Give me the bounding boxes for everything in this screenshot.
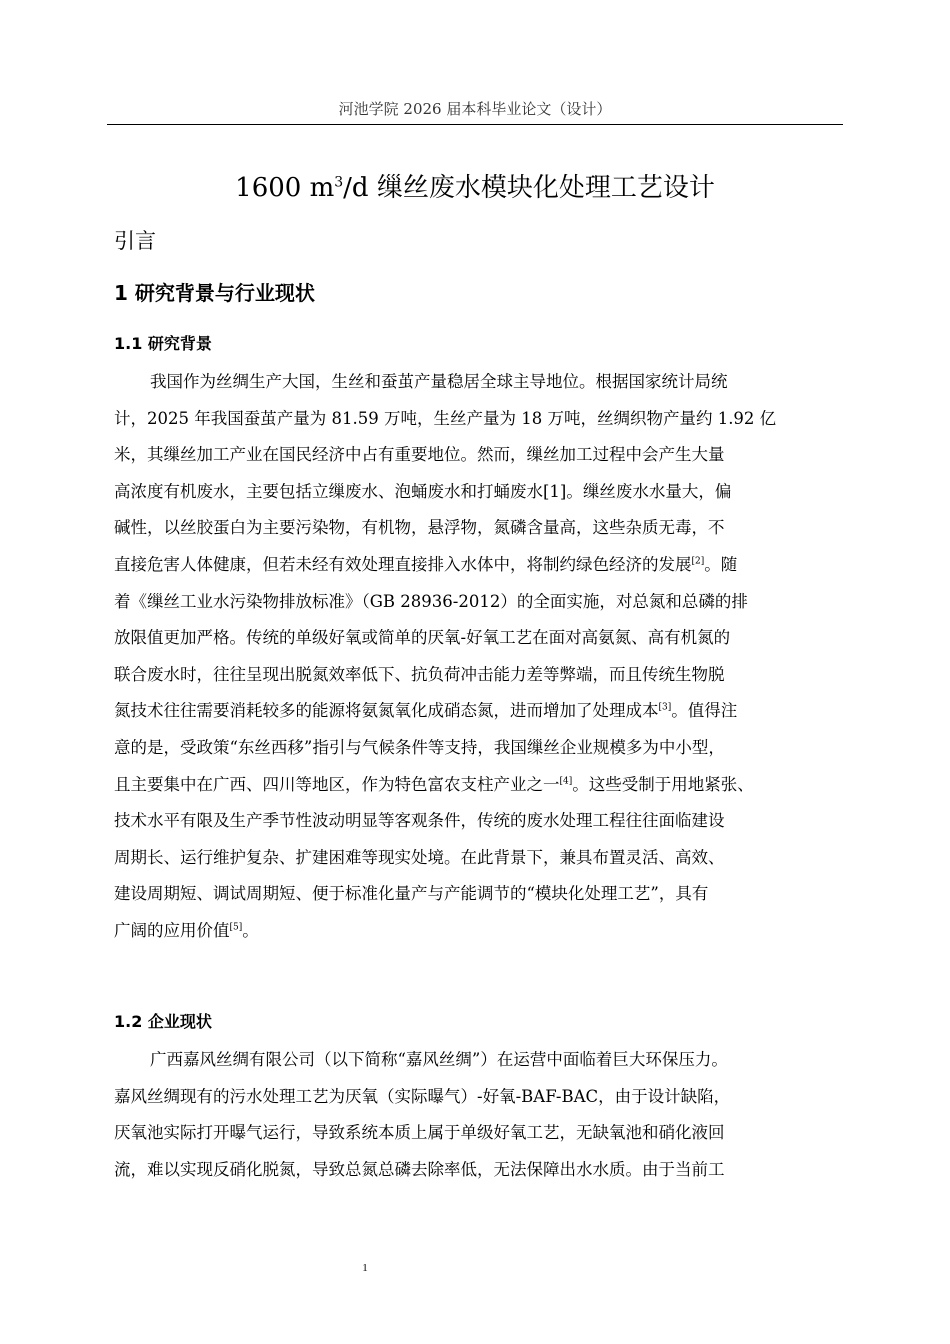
line-text: 氮技术往往需要消耗较多的能源将氨氮氧化成硝态氮，进而增加了处理成本 [114, 701, 659, 721]
paragraph-line: 广西嘉风丝绸有限公司（以下简称“嘉风丝绸”）在运营中面临着巨大环保压力。 [150, 1050, 728, 1069]
document-title [107, 170, 843, 206]
paragraph-line [114, 913, 846, 950]
section-1-2-paragraph [114, 1042, 846, 1188]
line-text: 广阔的应用价值 [114, 920, 230, 940]
paragraph-line: 厌氧池实际打开曝气运行，导致系统本质上属于单级好氧工艺，无缺氧池和硝化液回 [114, 1123, 725, 1143]
paragraph-line: 嘉风丝绸现有的污水处理工艺为厌氧（实际曝气）-好氧-BAF-BAC，由于设计缺陷， [114, 1086, 731, 1106]
line-text: 。这些受制于用地紧张、 [572, 774, 754, 794]
line-text: 。值得注 [671, 701, 738, 721]
citation-5: [5] [229, 922, 243, 933]
line-text: 。 [242, 920, 259, 940]
paragraph-line: 技术水平有限及生产季节性波动明显等客观条件，传统的废水处理工程往往面临建设 [114, 811, 725, 831]
title-prefix: 1600 m [235, 173, 335, 203]
paragraph-line: 周期长、运行维护复杂、扩建困难等现实处境。在此背景下，兼具布置灵活、高效、 [114, 847, 725, 867]
paragraph-line [114, 767, 846, 804]
citation-3: [3] [658, 702, 672, 713]
paragraph-line [114, 547, 846, 584]
paragraph-line: 米，其缫丝加工产业在国民经济中占有重要地位。然而，缫丝加工过程中会产生大量 [114, 445, 725, 465]
paragraph-line: 我国作为丝绸生产大国，生丝和蚕茧产量稳居全球主导地位。根据国家统计局统 [150, 372, 728, 391]
paragraph-line: 计，2025 年我国蚕茧产量为 81.59 万吨，生丝产量为 18 万吨，丝绸织物产量约 1.92 亿 [114, 408, 777, 428]
paragraph-line: 建设周期短、调试周期短、便于标准化量产与产能调节的“模块化处理工艺”，具有 [114, 884, 709, 904]
paragraph-line: 意的是，受政策“东丝西移”指引与气候条件等支持，我国缫丝企业规模多为中小型， [114, 737, 725, 757]
intro-heading: 引言 [114, 229, 156, 253]
section-1-heading: 1 研究背景与行业现状 [114, 281, 315, 305]
line-text: 且主要集中在广西、四川等地区，作为特色富农支柱产业之一 [114, 774, 560, 794]
paragraph-line [114, 693, 846, 730]
title-superscript: 3 [334, 174, 344, 191]
section-1-1-heading: 1.1 研究背景 [114, 334, 212, 353]
section-1-2-heading: 1.2 企业现状 [114, 1012, 212, 1031]
paragraph-line: 高浓度有机废水，主要包括立缫废水、泡蛹废水和打蛹废水[1]。缫丝废水水量大，偏 [114, 481, 732, 501]
citation-4: [4] [559, 776, 573, 787]
paragraph-line: 联合废水时，往往呈现出脱氮效率低下、抗负荷冲击能力差等弊端，而且传统生物脱 [114, 664, 725, 684]
paragraph-line: 着《缫丝工业水污染物排放标准》（GB 28936-2012）的全面实施，对总氮和总磷的排 [114, 591, 748, 611]
title-suffix: /d 缫丝废水模块化处理工艺设计 [343, 173, 715, 203]
paragraph-line: 流，难以实现反硝化脱氮，导致总氮总磷去除率低，无法保障出水水质。由于当前工 [114, 1159, 725, 1179]
running-header: 河池学院 2026 届本科毕业论文（设计） [338, 100, 612, 118]
header-rule [107, 124, 843, 125]
page-number: 1 [362, 1262, 368, 1274]
line-text: 。随 [704, 554, 738, 574]
paragraph-line: 碱性，以丝胶蛋白为主要污染物，有机物，悬浮物，氮磷含量高，这些杂质无毒，不 [114, 518, 725, 538]
line-text: 直接危害人体健康，但若未经有效处理直接排入水体中，将制约绿色经济的发展 [114, 554, 692, 574]
section-1-1-paragraph [114, 364, 846, 950]
paragraph-line: 放限值更加严格。传统的单级好氧或简单的厌氧-好氧工艺在面对高氨氮、高有机氮的 [114, 628, 731, 648]
citation-2: [2] [691, 556, 705, 567]
